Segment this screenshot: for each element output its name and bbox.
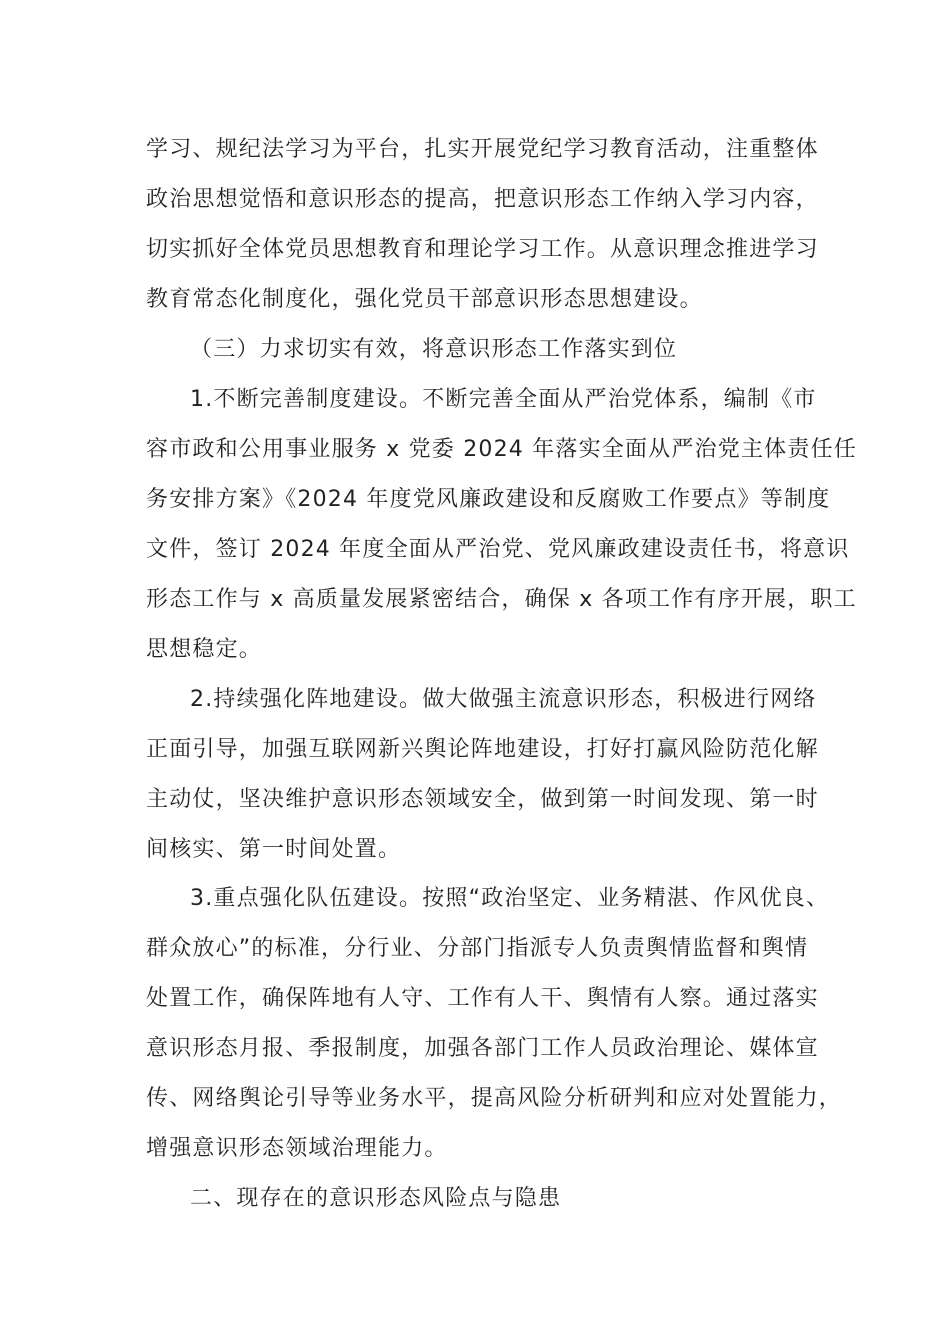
text-line: 处置工作，确保阵地有人守、工作有人干、舆情有人察。通过落实 — [146, 986, 819, 1011]
text-line: 间核实、第一时间处置。 — [146, 837, 402, 862]
text-line: 文件，签订 2024 年度全面从严治党、党风廉政建设责任书，将意识 — [146, 537, 850, 562]
paragraph-start: 1.不断完善制度建设。不断完善全面从严治党体系，编制《市 — [190, 387, 817, 412]
text-line: 容市政和公用事业服务 x 党委 2024 年落实全面从严治党主体责任任 — [146, 437, 857, 462]
section-heading: 二、现存在的意识形态风险点与隐患 — [190, 1186, 562, 1211]
text-line: 增强意识形态领域治理能力。 — [146, 1136, 448, 1161]
section-heading: （三）力求切实有效，将意识形态工作落实到位 — [190, 337, 678, 362]
text-line: 切实抓好全体党员思想教育和理论学习工作。从意识理念推进学习 — [146, 237, 819, 262]
text-line: 意识形态月报、季报制度，加强各部门工作人员政治理论、媒体宣 — [146, 1036, 819, 1061]
text-line: 教育常态化制度化，强化党员干部意识形态思想建设。 — [146, 287, 703, 312]
text-line: 主动仗，坚决维护意识形态领域安全，做到第一时间发现、第一时 — [146, 787, 819, 812]
text-line: 正面引导，加强互联网新兴舆论阵地建设，打好打赢风险防范化解 — [146, 737, 819, 762]
text-line: 形态工作与 x 高质量发展紧密结合，确保 x 各项工作有序开展，职工 — [146, 587, 857, 612]
text-line: 学习、规纪法学习为平台，扎实开展党纪学习教育活动，注重整体 — [146, 137, 819, 162]
text-line: 务安排方案》《2024 年度党风廉政建设和反腐败工作要点》等制度 — [146, 487, 831, 512]
text-line: 思想稳定。 — [146, 637, 263, 662]
text-line: 传、网络舆论引导等业务水平，提高风险分析研判和应对处置能力， — [146, 1086, 843, 1111]
paragraph-start: 2.持续强化阵地建设。做大做强主流意识形态，积极进行网络 — [190, 687, 817, 712]
text-line: 政治思想觉悟和意识形态的提高，把意识形态工作纳入学习内容， — [146, 187, 819, 212]
text-line: 群众放心”的标准，分行业、分部门指派专人负责舆情监督和舆情 — [146, 936, 809, 961]
paragraph-start: 3.重点强化队伍建设。按照“政治坚定、业务精湛、作风优良、 — [190, 886, 830, 911]
